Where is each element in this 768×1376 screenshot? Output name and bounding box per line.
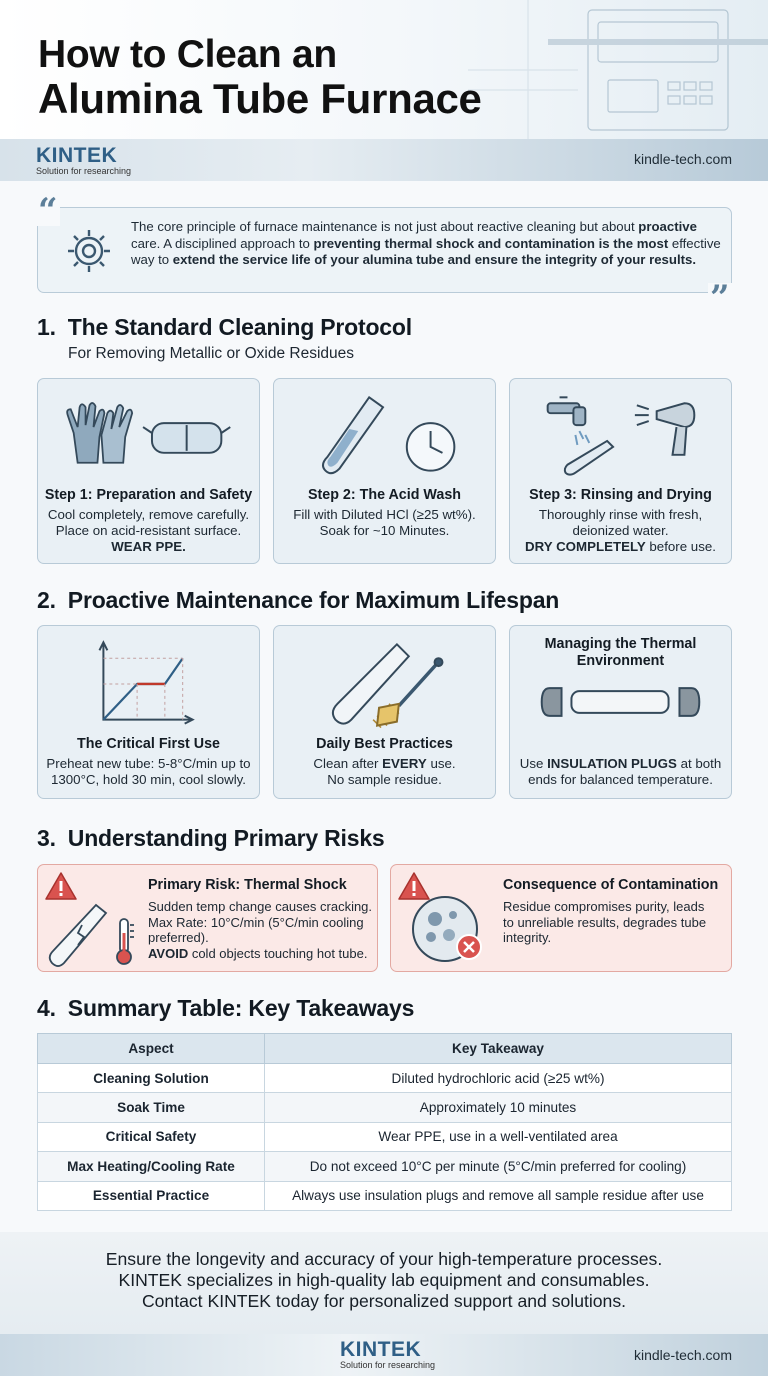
body-line: Residue compromises purity, leads [503,899,705,914]
section-number: 2. [37,587,56,613]
thermal-shock-title: Primary Risk: Thermal Shock [148,877,347,893]
step-3-title: Step 3: Rinsing and Drying [529,487,712,503]
body-line: Sudden temp change causes cracking. [148,899,373,914]
table-cell-takeaway: Wear PPE, use in a well-ventilated area [265,1122,732,1151]
section-number: 4. [37,995,56,1021]
principle-quote-box [37,207,732,293]
column-header-aspect: Aspect [38,1034,265,1064]
page-title [38,34,482,122]
body-bold: INSULATION PLUGS [547,756,677,771]
site-link[interactable]: kindle-tech.com [633,151,732,167]
section-number: 3. [37,825,56,851]
body-line: integrity. [503,930,552,945]
faucet-dryer-icon [510,389,731,479]
quote-part: care. A disciplined approach to [131,235,314,251]
title-line-1: How to Clean an [38,33,337,76]
section-title-text: The Standard Cleaning Protocol [67,314,412,340]
brand-bar-bottom [0,1334,768,1376]
kintek-logo[interactable] [340,1340,435,1371]
body-bold: EVERY [382,756,427,771]
quote-part: The core principle of furnace maintenance is not just about reactive cleaning but about [131,219,639,234]
section-3-title [37,825,385,852]
body-line: Preheat new tube: 5-8°C/min up to [46,756,251,771]
thermal-environment-card [509,625,732,799]
step-1-body [44,507,253,555]
open-quote-icon: “ [38,191,58,231]
gloves-goggles-icon [38,393,259,473]
section-1-subtitle: For Removing Metallic or Oxide Residues [68,345,354,362]
step-1-card [37,378,260,564]
section-title-text: Summary Table: Key Takeaways [67,995,415,1021]
body-part: at both [676,756,722,771]
section-4-title [37,995,414,1022]
table-cell-takeaway: Always use insulation plugs and remove all sample residue after use [265,1181,732,1210]
quote-bold: preventing thermal shock and contamination is the most [313,235,669,251]
logo-tagline: Solution for researching [340,1360,436,1370]
table-row [38,1093,732,1122]
body-line: Place on acid-resistant surface. [55,523,242,538]
summary-table [37,1033,732,1211]
body-part: cold objects touching hot tube. [188,945,368,961]
body-line: Fill with Diluted HCl (≥25 wt%). [293,507,476,522]
footer-cta [0,1232,768,1334]
section-1-title [37,314,412,341]
body-line: ends for balanced temperature. [528,772,713,787]
step-2-card [273,378,496,564]
quote-bold: proactive [638,219,697,234]
contamination-risk-card [390,864,732,972]
body-line: No sample residue. [327,772,442,787]
thermal-environment-body [516,756,725,788]
contamination-petri-icon [407,891,489,967]
critical-first-use-body [44,756,253,788]
daily-best-practices-card [273,625,496,799]
logo-tagline: Solution for researching [36,166,132,176]
title-line-2: Alumina Tube Furnace [38,75,482,122]
table-cell-takeaway: Do not exceed 10°C per minute (5°C/min preferred for cooling) [265,1152,732,1181]
hero-header [0,0,768,140]
critical-first-use-title: The Critical First Use [76,736,220,752]
thermal-shock-risk-card [37,864,378,972]
body-part: Use [519,756,548,771]
body-part: Clean after [313,756,383,771]
body-line: deionized water. [572,523,669,538]
brand-bar-top [0,139,768,181]
body-part: use. [426,756,456,771]
step-3-body [516,507,725,555]
body-bold: AVOID [148,945,189,961]
step-1-title: Step 1: Preparation and Safety [44,487,253,503]
body-part: before use. [645,539,716,554]
section-title-text: Proactive Maintenance for Maximum Lifespan [67,587,560,613]
quote-text [131,219,721,269]
table-cell-aspect: Soak Time [38,1093,265,1122]
quote-part: effective way to [131,235,721,268]
table-cell-aspect: Max Heating/Cooling Rate [38,1152,265,1181]
step-2-title: Step 2: The Acid Wash [307,487,462,503]
daily-best-practices-title: Daily Best Practices [316,736,453,752]
body-line-bold: WEAR PPE. [111,539,186,554]
table-row [38,1181,732,1210]
body-line: Max Rate: 10°C/min (5°C/min cooling [148,914,364,930]
column-header-takeaway: Key Takeaway [265,1034,732,1064]
contamination-title: Consequence of Contamination [503,877,719,893]
section-2-title [37,587,559,614]
body-bold: DRY COMPLETELY [525,539,646,554]
temperature-ramp-chart-icon [38,636,259,728]
logo-name: KINTEK [340,1338,422,1361]
warning-icon [44,871,78,901]
footer-line: KINTEK specializes in high-quality lab equipment and consumables. [118,1270,650,1290]
insulation-plugs-tube-icon [510,682,731,722]
table-cell-takeaway: Approximately 10 minutes [265,1093,732,1122]
contamination-body [503,899,729,946]
body-line: to unreliable results, degrades tube [503,914,707,930]
table-cell-aspect: Critical Safety [38,1122,265,1151]
table-row [38,1122,732,1151]
cracked-tube-thermometer-icon [44,901,144,969]
table-header-row [38,1034,732,1064]
thermal-shock-body [148,899,376,961]
logo-name: KINTEK [36,144,118,167]
kintek-logo[interactable] [36,146,131,177]
table-row [38,1152,732,1181]
thermal-environment-title: Managing the Thermal Environment [544,636,697,669]
table-row [38,1064,732,1093]
daily-best-practices-body [280,756,489,788]
footer-text [0,1232,768,1312]
body-line: Thoroughly rinse with fresh, [538,507,703,522]
footer-line: Ensure the longevity and accuracy of your high-temperature processes. [105,1249,663,1269]
table-cell-aspect: Essential Practice [38,1181,265,1210]
tube-brush-icon [274,634,495,730]
step-2-body [280,507,489,539]
close-quote-icon: ” [710,278,730,318]
test-tube-clock-icon [274,389,495,479]
quote-bold: extend the service life of your alumina tube and ensure the integrity of your results. [172,252,697,268]
critical-first-use-card [37,625,260,799]
section-title-text: Understanding Primary Risks [67,825,385,851]
table-cell-takeaway: Diluted hydrochloric acid (≥25 wt%) [265,1064,732,1093]
tube-furnace-illustration [468,0,768,140]
body-line: Cool completely, remove carefully. [47,507,250,522]
site-link[interactable]: kindle-tech.com [633,1347,732,1363]
body-line: preferred). [148,930,209,945]
section-number: 1. [37,314,56,340]
table-cell-aspect: Cleaning Solution [38,1064,265,1093]
gear-wrench-icon [64,226,114,276]
step-3-card [509,378,732,564]
body-line: Soak for ~10 Minutes. [319,523,450,538]
footer-line: Contact KINTEK today for personalized support and solutions. [141,1291,627,1311]
body-line: 1300°C, hold 30 min, cool slowly. [50,772,247,787]
